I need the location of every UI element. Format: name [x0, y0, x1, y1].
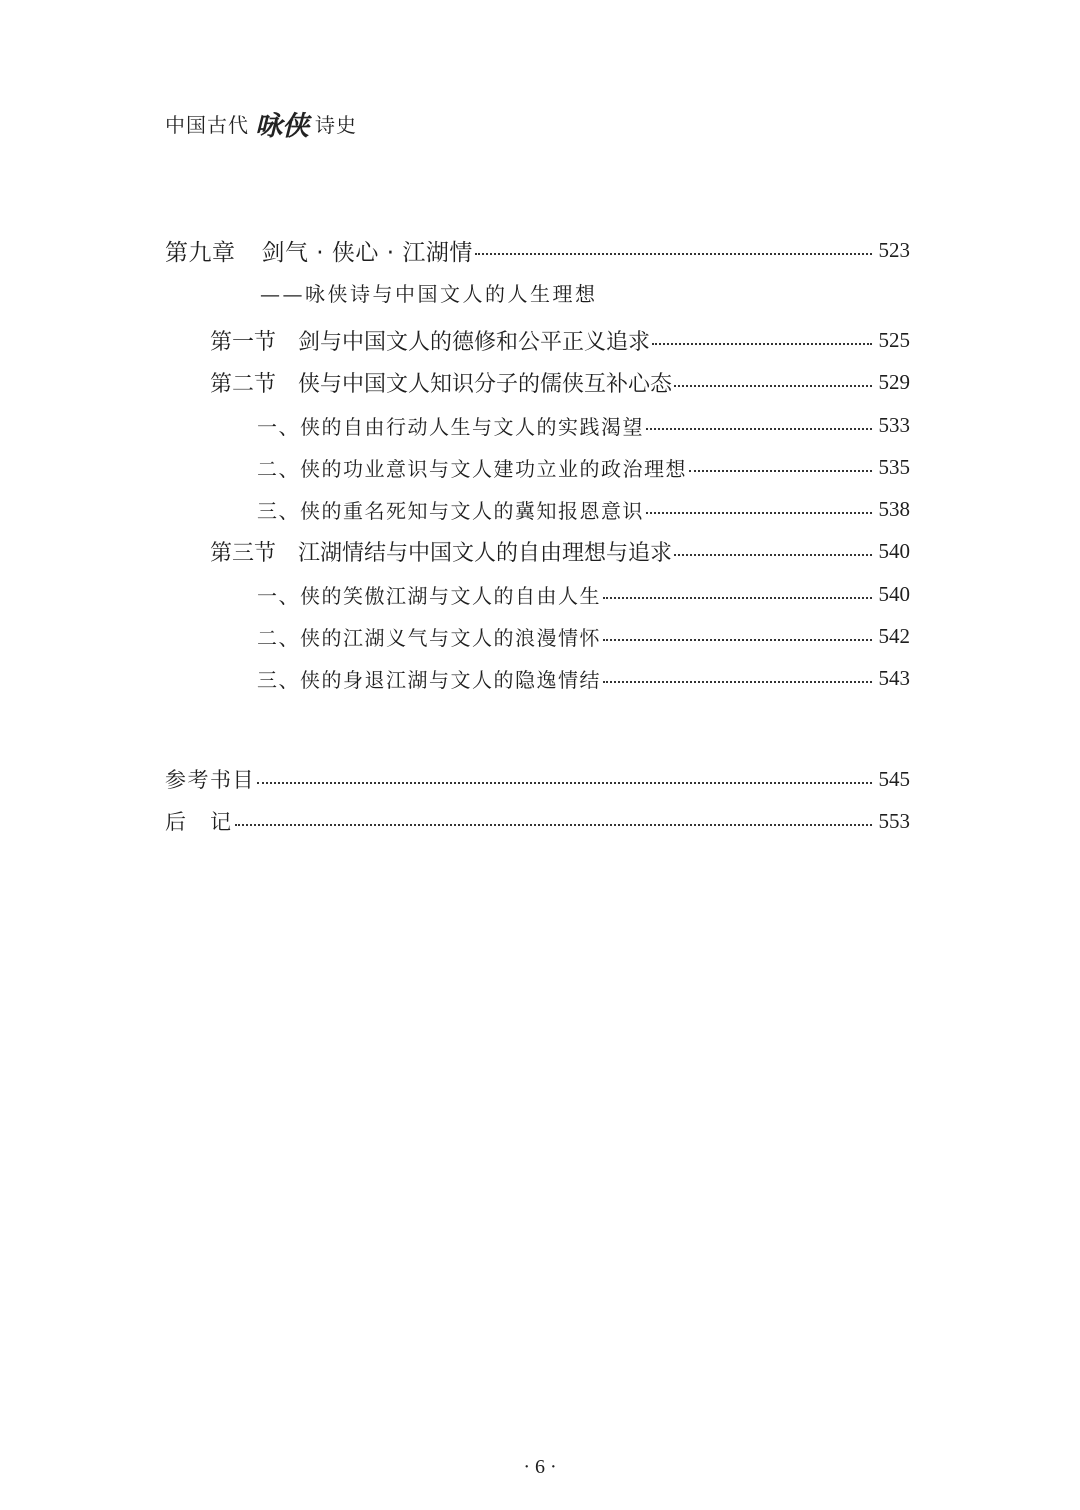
- section-title: 江湖情结与中国文人的自由理想与追求: [298, 540, 673, 566]
- dot-leader: [674, 554, 872, 556]
- section-page-number: 540: [878, 538, 910, 563]
- toc-section-row[interactable]: [210, 534, 910, 568]
- subsection-page-number: 543: [878, 665, 910, 690]
- dot-leader: [603, 639, 872, 641]
- dot-leader: [475, 253, 872, 255]
- subsection-page-number: 538: [878, 496, 910, 521]
- dot-leader: [652, 343, 872, 345]
- section-number: 第二节: [210, 371, 277, 397]
- subsection-title: 三、侠的身退江湖与文人的隐逸情结: [257, 667, 601, 692]
- subsection-title: 一、侠的笑傲江湖与文人的自由人生: [257, 583, 601, 608]
- header-text-before: 中国古代: [165, 113, 249, 137]
- page-number: · 6 ·: [523, 1456, 557, 1478]
- toc-section-label: [210, 536, 672, 567]
- subsection-title: 二、侠的江湖义气与文人的浪漫情怀: [257, 625, 601, 650]
- subsection-page-number: 533: [878, 412, 910, 437]
- toc-section-row[interactable]: [210, 323, 910, 357]
- section-number: 第一节: [210, 329, 277, 355]
- chapter-subtitle: ——咏侠诗与中国文人的人生理想: [260, 282, 598, 306]
- toc-section-row[interactable]: [210, 365, 910, 399]
- toc-subsection-row[interactable]: [257, 577, 910, 611]
- toc-subsection-row[interactable]: [257, 408, 910, 442]
- dot-leader: [674, 385, 872, 387]
- toc-bibliography-row[interactable]: [165, 762, 910, 796]
- dot-leader: [646, 512, 872, 514]
- chapter-number: 第九章: [165, 239, 236, 266]
- section-number: 第三节: [210, 540, 277, 566]
- toc-subsection-row[interactable]: [257, 619, 910, 653]
- bibliography-page-number: 545: [878, 766, 910, 791]
- dot-leader: [646, 428, 872, 430]
- header-highlight: 咏侠: [255, 111, 309, 142]
- dot-leader: [235, 824, 873, 826]
- dot-leader: [603, 681, 872, 683]
- section-page-number: 529: [878, 369, 910, 394]
- section-title: 剑与中国文人的德修和公平正义追求: [298, 329, 651, 355]
- subsection-title: 一、侠的自由行动人生与文人的实践渴望: [257, 414, 644, 439]
- section-page-number: 525: [878, 327, 910, 352]
- toc-chapter-row[interactable]: [165, 233, 910, 267]
- afterword-page-number: 553: [878, 808, 910, 833]
- subsection-page-number: 540: [878, 581, 910, 606]
- subsection-title: 二、侠的功业意识与文人建功立业的政治理想: [257, 456, 687, 481]
- afterword-title: 后 记: [165, 810, 233, 834]
- header-text-after: 诗史: [315, 113, 357, 137]
- toc-subsection-row[interactable]: [257, 492, 910, 526]
- subsection-page-number: 542: [878, 623, 910, 648]
- dot-leader: [689, 470, 872, 472]
- section-title: 侠与中国文人知识分子的儒侠互补心态: [298, 371, 673, 397]
- dot-leader: [603, 597, 872, 599]
- dot-leader: [257, 782, 872, 784]
- toc-afterword-row[interactable]: [165, 804, 910, 838]
- subsection-title: 三、侠的重名死知与文人的冀知报恩意识: [257, 498, 644, 523]
- chapter-page-number: 523: [878, 237, 910, 262]
- toc-section-label: [210, 367, 672, 398]
- toc-chapter-label: [165, 234, 473, 267]
- toc-section-label: [210, 325, 650, 356]
- toc-subsection-row[interactable]: [257, 450, 910, 484]
- subsection-page-number: 535: [878, 454, 910, 479]
- chapter-title: 剑气 · 侠心 · 江湖情: [261, 239, 473, 266]
- bibliography-title: 参考书目: [165, 768, 255, 792]
- toc-subsection-row[interactable]: [257, 661, 910, 695]
